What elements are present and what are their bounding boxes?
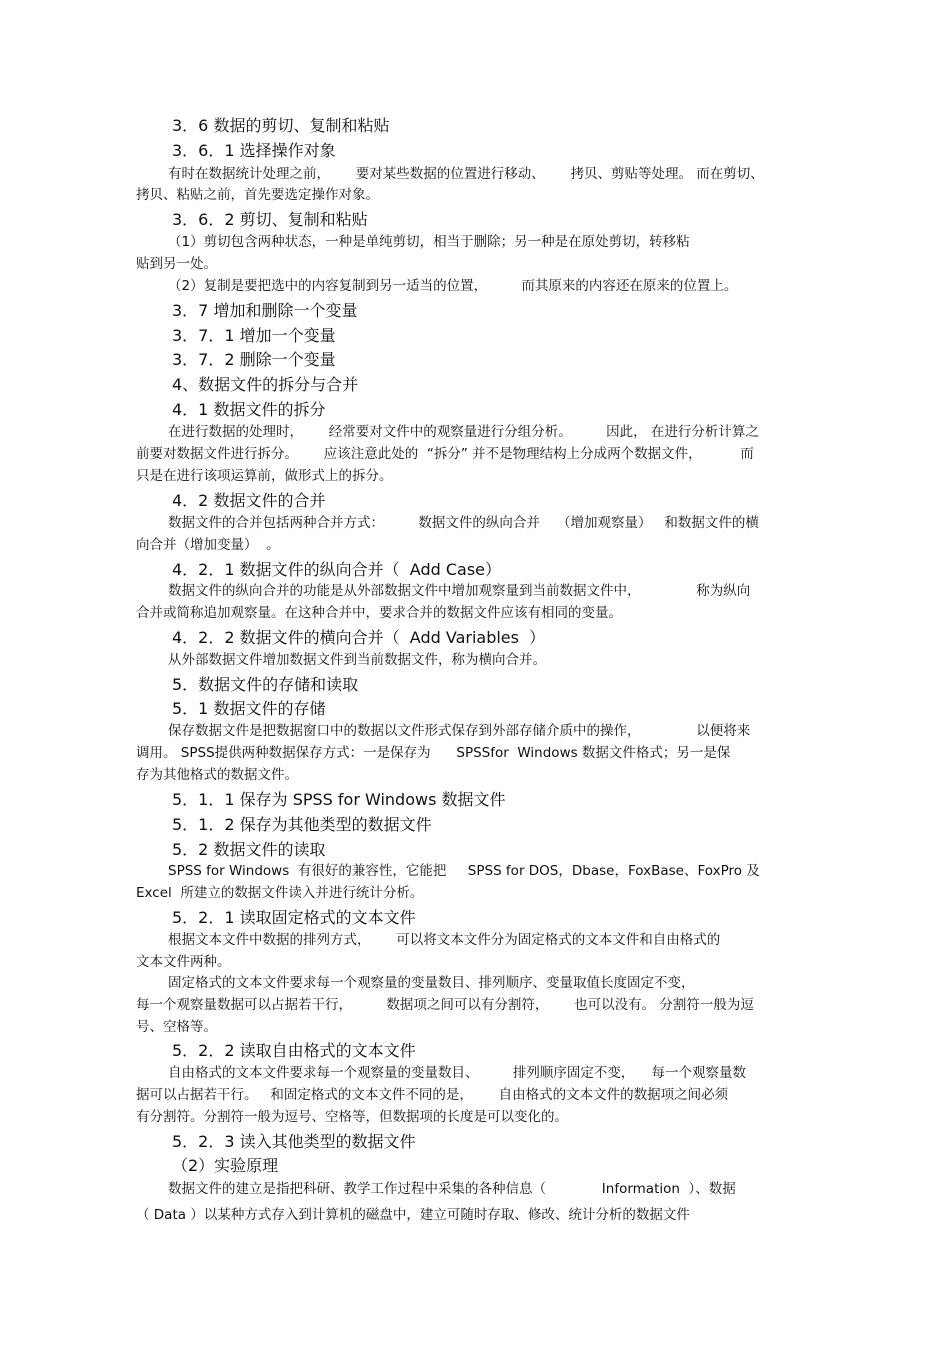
section-heading: 5．1 数据文件的存储 (172, 699, 326, 718)
section-heading: 5．1．1 保存为 SPSS for Windows 数据文件 (172, 790, 506, 809)
paragraph-line: 号、空格等。 (136, 1019, 217, 1035)
paragraph-line: SPSS for Windows 有很好的兼容性，它能把 SPSS for DOS，Dbase，FoxBase、FoxPro 及 (168, 863, 760, 879)
paragraph-line: 拷贝、粘贴之前，首先要选定操作对象。 (136, 187, 379, 203)
paragraph-line: 数据文件的纵向合并的功能是从外部数据文件中增加观察量到当前数据文件中， 称为纵向 (168, 583, 751, 599)
paragraph-line: （2）复制是要把选中的内容复制到另一适当的位置， 而其原来的内容还在原来的位置上。 (168, 278, 738, 294)
paragraph-line: 文本文件两种。 (136, 954, 231, 970)
paragraph-line: 在进行数据的处理时， 经常要对文件中的观察量进行分组分析。 因此， 在进行分析计算之 (168, 424, 759, 440)
paragraph-line: 只是在进行该项运算前，做形式上的拆分。 (136, 468, 393, 484)
paragraph-line: 据可以占据若干行。 和固定格式的文本文件不同的是， 自由格式的文本文件的数据项之间必须 (136, 1087, 729, 1103)
section-heading: 3．7 增加和删除一个变量 (172, 301, 358, 320)
paragraph-line: 调用。 SPSS提供两种数据保存方式：一是保存为 SPSSfor Windows 数据文件格式；另一是保 (136, 745, 731, 761)
paragraph-line: Excel 所建立的数据文件读入并进行统计分析。 (136, 885, 424, 901)
paragraph-line: （1）剪切包含两种状态，一种是单纯剪切，相当于删除；另一种是在原处剪切，转移粘 (168, 234, 690, 250)
section-heading: 3．6．1 选择操作对象 (172, 141, 336, 160)
paragraph-line: 数据文件的合并包括两种合并方式： 数据文件的纵向合并 （增加观察量） 和数据文件的横 (168, 515, 759, 531)
section-heading: 4．2．2 数据文件的横向合并（ Add Variables ） (172, 628, 546, 647)
paragraph-line: 有分割符。分割符一般为逗号、空格等，但数据项的长度是可以变化的。 (136, 1109, 568, 1125)
paragraph-line: 向合并（增加变量） 。 (136, 537, 280, 553)
paragraph-line: 合并或简称追加观察量。在这种合并中，要求合并的数据文件应该有相同的变量。 (136, 605, 622, 621)
paragraph-line: 固定格式的文本文件要求每一个观察量的变量数目、排列顺序、变量取值长度固定不变， (168, 975, 695, 991)
section-heading: 3．6．2 剪切、复制和粘贴 (172, 210, 368, 229)
section-heading: 3．7．2 删除一个变量 (172, 350, 336, 369)
section-heading: 4．2．1 数据文件的纵向合并（ Add Case） (172, 560, 502, 579)
section-heading: 4、数据文件的拆分与合并 (172, 375, 359, 394)
section-heading: 3．7．1 增加一个变量 (172, 326, 336, 345)
paragraph-line: 前要对数据文件进行拆分。 应该注意此处的 “拆分” 并不是物理结构上分成两个数据文件， 而 (136, 446, 754, 462)
paragraph-line: 数据文件的建立是指把科研、教学工作过程中采集的各种信息（ Information ）、数据 (168, 1181, 736, 1197)
section-heading: 4．2 数据文件的合并 (172, 491, 326, 510)
section-heading: 5．2 数据文件的读取 (172, 840, 326, 859)
section-heading: 5．数据文件的存储和读取 (172, 675, 359, 694)
paragraph-line: 每一个观察量数据可以占据若干行， 数据项之间可以有分割符， 也可以没有。 分割符一般为逗 (136, 997, 754, 1013)
section-heading: 5．1．2 保存为其他类型的数据文件 (172, 815, 432, 834)
paragraph-line: 从外部数据文件增加数据文件到当前数据文件，称为横向合并。 (168, 652, 546, 668)
section-heading: 5．2．1 读取固定格式的文本文件 (172, 908, 416, 927)
paragraph-line: 保存数据文件是把数据窗口中的数据以文件形式保存到外部存储介质中的操作， 以便将来 (168, 723, 751, 739)
section-heading: 5．2．3 读入其他类型的数据文件 (172, 1132, 416, 1151)
paragraph-line: （ Data ）以某种方式存入到计算机的磁盘中，建立可随时存取、修改、统计分析的数据文件 (136, 1207, 690, 1223)
section-heading: 4．1 数据文件的拆分 (172, 400, 326, 419)
paragraph-line: 根据文本文件中数据的排列方式， 可以将文本文件分为固定格式的文本文件和自由格式的 (168, 932, 721, 948)
paragraph-line: 存为其他格式的数据文件。 (136, 767, 298, 783)
paragraph-line: 自由格式的文本文件要求每一个观察量的变量数目、 排列顺序固定不变， 每一个观察量数 (168, 1065, 746, 1081)
paragraph-line: 贴到另一处。 (136, 256, 217, 272)
section-heading: 5．2．2 读取自由格式的文本文件 (172, 1041, 416, 1060)
section-heading: （2）实验原理 (172, 1156, 279, 1175)
paragraph-line: 有时在数据统计处理之前， 要对某些数据的位置进行移动、 拷贝、剪贴等处理。 而在剪切、 (168, 166, 764, 182)
section-heading: 3．6 数据的剪切、复制和粘贴 (172, 116, 390, 135)
